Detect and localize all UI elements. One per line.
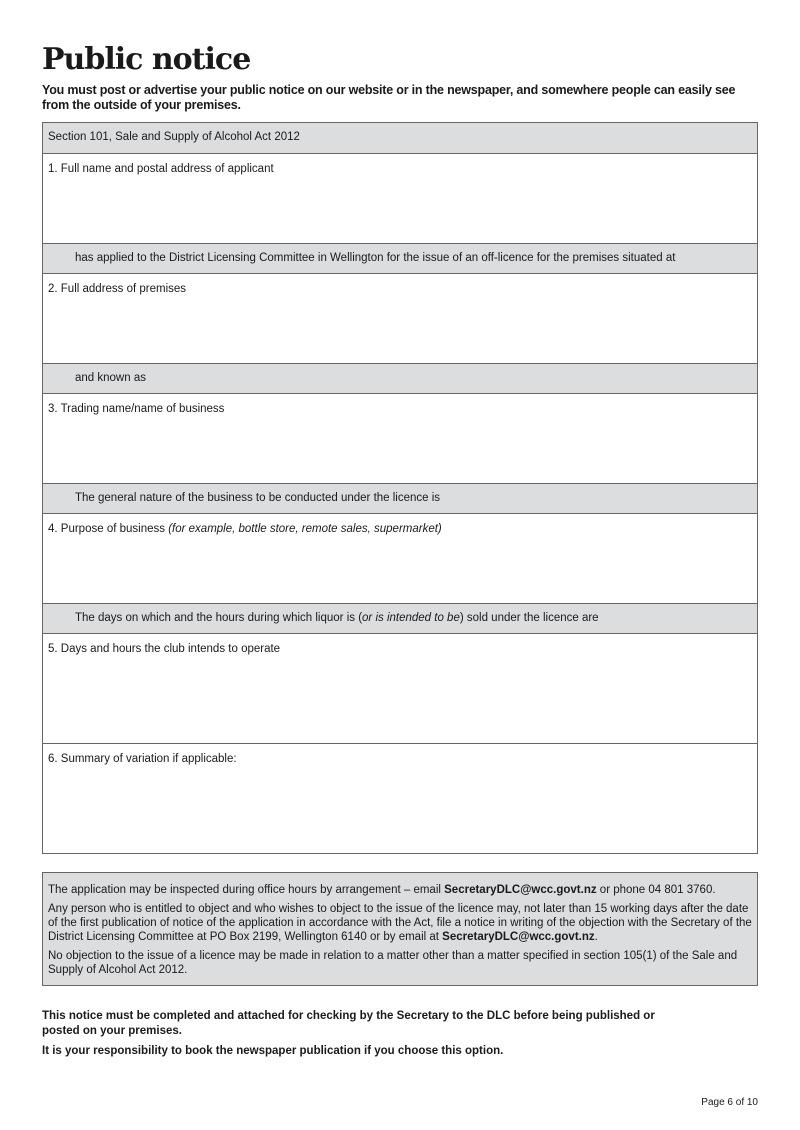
inspection-info [48, 883, 752, 897]
email-link[interactable]: SecretaryDLC@wcc.govt.nz [444, 884, 597, 896]
info-text: The application may be inspected during office hours by arrangement – email [48, 884, 445, 896]
field-label: 5. Days and hours the club intends to operate [48, 643, 281, 655]
applicant-name-address-field[interactable] [43, 153, 757, 243]
connector-text: The general nature of the business to be conducted under the licence is [43, 483, 757, 513]
field-label: 4. Purpose of business [48, 523, 165, 535]
business-purpose-field[interactable] [43, 513, 757, 603]
objection-info [48, 902, 752, 944]
connector-text: and known as [43, 363, 757, 393]
field-label: 1. Full name and postal address of applicant [48, 163, 274, 175]
page-number: Page 6 of 10 [701, 1097, 758, 1108]
info-text: or phone 04 801 3760. [596, 884, 716, 896]
form-header: Section 101, Sale and Supply of Alcohol Act 2012 [43, 123, 757, 153]
trading-name-field[interactable] [43, 393, 757, 483]
connector-text [43, 603, 757, 633]
connector-text-italic: or is intended to be [362, 612, 460, 624]
email-link[interactable]: SecretaryDLC@wcc.govt.nz [442, 931, 595, 943]
field-hint: (for example, bottle store, remote sales, supermarket) [168, 523, 442, 535]
days-hours-field[interactable] [43, 633, 757, 743]
page-subtitle: You must post or advertise your public notice on our website or in the newspaper, and somewhere people can easily see from the outside of your premises. [42, 83, 736, 112]
objection-limit-info: No objection to the issue of a licence may be made in relation to a matter other than a matter specified in section 105(1) of the Sale and Supply of Alcohol Act 2012. [48, 950, 738, 976]
premises-address-field[interactable] [43, 273, 757, 363]
info-box [42, 872, 758, 986]
info-text: Any person who is entitled to object and who wishes to object to the issue of the licence may, not later than 15 working days after the date of the first publication of notice of the application in accordance with the Act, file a notice in writing of the objection with the Secretary of the District Licensing Committee at PO Box 2199, Wellington 6140 or by email at [48, 903, 752, 943]
variation-summary-field[interactable] [43, 743, 757, 853]
info-text: . [594, 931, 598, 943]
connector-text: has applied to the District Licensing Committee in Wellington for the issue of an off-licence for the premises situated at [43, 243, 757, 273]
connector-text-part: ) sold under the licence are [459, 612, 599, 624]
responsibility-note: It is your responsibility to book the newspaper publication if you choose this option. [42, 1045, 504, 1057]
field-label: 2. Full address of premises [48, 283, 187, 295]
completion-note: This notice must be completed and attached for checking by the Secretary to the DLC before being published or posted on your premises. [42, 1010, 655, 1037]
page-title: Public notice [42, 42, 251, 77]
public-notice-form [42, 122, 758, 854]
field-label: 3. Trading name/name of business [48, 403, 225, 415]
field-label: 6. Summary of variation if applicable: [48, 753, 237, 765]
connector-text-part: The days on which and the hours during which liquor is ( [75, 612, 363, 624]
